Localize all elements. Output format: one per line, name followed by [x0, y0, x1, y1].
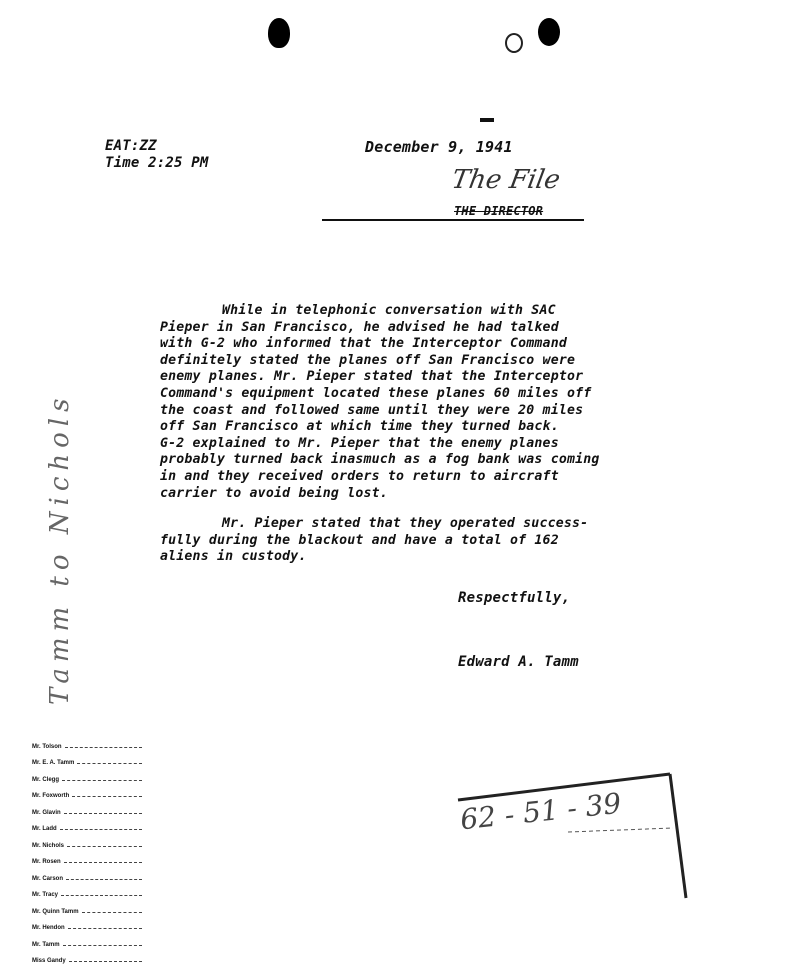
routing-row: Mr. Tracy	[32, 882, 142, 899]
stamp-file-number: 62 - 51 - 39	[458, 786, 623, 837]
routing-list	[32, 733, 142, 964]
stamp-right-border	[670, 774, 686, 898]
routing-row: Mr. Tamm	[32, 931, 142, 948]
file-stamp	[448, 770, 688, 900]
scan-mark	[480, 118, 494, 122]
routing-row: Mr. Ladd	[32, 816, 142, 833]
routing-row: Mr. Rosen	[32, 849, 142, 866]
memo-recipient: THE DIRECTOR	[454, 204, 544, 218]
reference-initials: EAT:ZZ	[105, 138, 157, 154]
routing-row: Mr. Clegg	[32, 766, 142, 783]
recipient-underline	[322, 219, 584, 221]
reference-time: Time 2:25 PM	[105, 155, 209, 171]
scan-mark	[505, 33, 523, 53]
routing-row: Mr. Glavin	[32, 799, 142, 816]
routing-row: Mr. Foxworth	[32, 783, 142, 800]
closing: Respectfully,	[458, 590, 571, 606]
routing-row: Mr. E. A. Tamm	[32, 750, 142, 767]
routing-row: Miss Gandy	[32, 948, 142, 965]
routing-row: Mr. Nichols	[32, 832, 142, 849]
memo-date: December 9, 1941	[365, 138, 513, 156]
routing-row: Mr. Hendon	[32, 915, 142, 932]
memo-body	[160, 303, 720, 580]
punch-hole-left	[268, 18, 290, 48]
stamp-dash	[568, 828, 673, 832]
reference-block	[105, 138, 209, 172]
body-paragraph-2: Mr. Pieper stated that they operated success- fully during the blackout and have a total of 162 aliens in custody.	[160, 516, 589, 565]
handwritten-initials: The File	[449, 165, 563, 195]
punch-hole-right	[538, 18, 560, 46]
body-paragraph-1: While in telephonic conversation with SAC Pieper in San Francisco, he advised he had talked with G-2 who informed that the Interceptor Command definitely stated the planes off San Francisco were enemy planes. Mr. Pieper stated that the Interceptor Command's equipment located these planes 60 miles off the coast and followed same until they were 20 miles off San Francisco at which time they turned back. G-2 explained to Mr. Pieper that the enemy planes probably turned back inasmuch as a fog bank was coming in and they received orders to return to aircraft carrier to avoid being lost.	[160, 303, 600, 501]
routing-row: Mr. Carson	[32, 865, 142, 882]
margin-handwritten-note: Tamm to Nichols	[45, 392, 75, 705]
routing-row: Mr. Tolson	[32, 733, 142, 750]
routing-row: Mr. Quinn Tamm	[32, 898, 142, 915]
signature: Edward A. Tamm	[458, 654, 579, 670]
